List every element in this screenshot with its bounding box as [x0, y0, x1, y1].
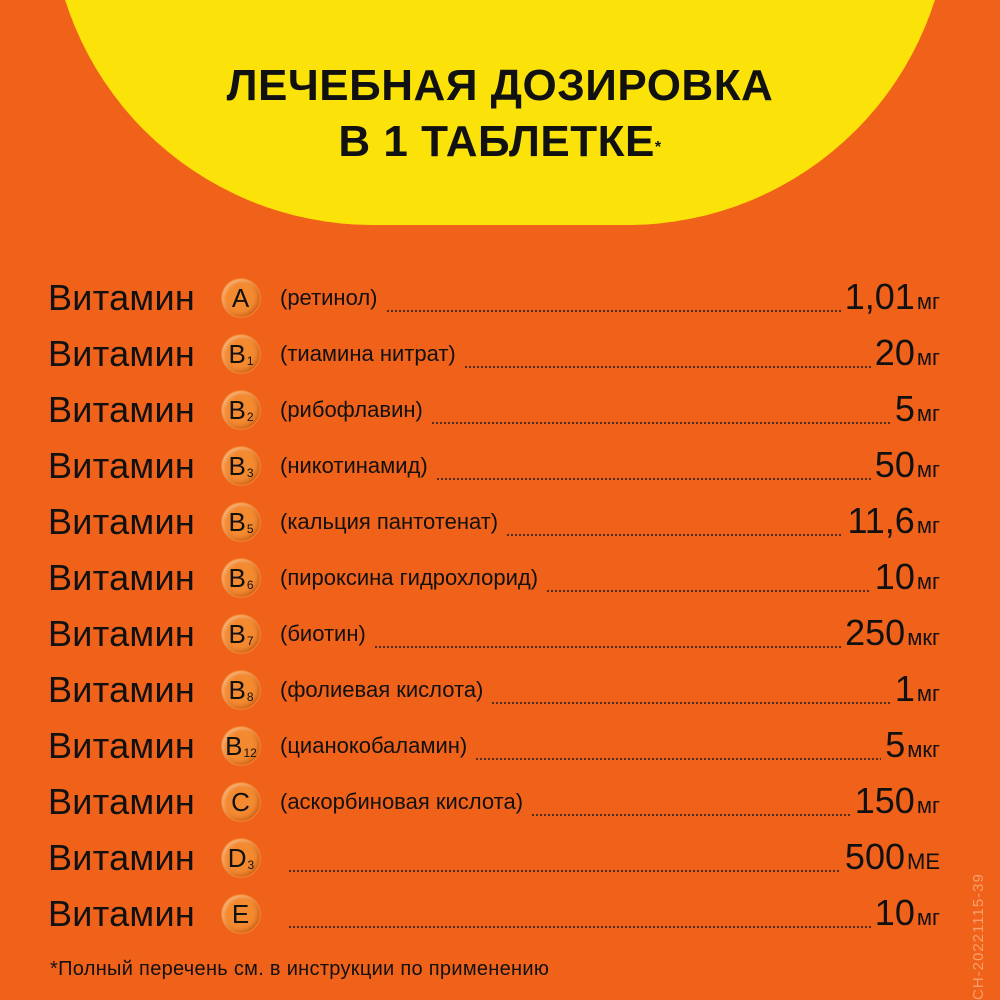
- vitamin-subscript: 3: [247, 858, 255, 872]
- vitamin-subscript: 2: [246, 410, 254, 424]
- vitamin-dose: [895, 388, 940, 430]
- title-line-1: ЛЕЧЕБНАЯ ДОЗИРОВКА: [226, 61, 774, 110]
- vitamin-row: [48, 886, 940, 942]
- vitamin-compound: (фолиевая кислота): [280, 677, 484, 702]
- dose-value: 5: [885, 724, 906, 765]
- vitamin-dose: [875, 332, 940, 374]
- vitamin-letter: A: [231, 282, 250, 313]
- vitamin-row: [48, 494, 940, 550]
- vitamin-row: [48, 550, 940, 606]
- vitamin-row: [48, 718, 940, 774]
- vitamin-dose: [845, 836, 940, 878]
- vitamin-row: [48, 662, 940, 718]
- vitamin-word: Витамин: [48, 781, 196, 822]
- dose-unit: мкг: [907, 737, 940, 762]
- vitamin-row: [48, 326, 940, 382]
- vitamin-letter-badge: [222, 727, 260, 765]
- vitamin-subscript: 7: [246, 634, 254, 648]
- dose-unit: мг: [916, 569, 940, 594]
- vitamin-letter-badge: [222, 559, 260, 597]
- dose-value: 5: [894, 388, 915, 429]
- vitamin-letter: B: [225, 730, 243, 761]
- dose-value: 1,01: [844, 276, 915, 317]
- vitamin-subscript: 6: [246, 578, 254, 592]
- dot-leader: [374, 646, 841, 648]
- vitamin-letter: E: [231, 898, 250, 929]
- vitamin-row: [48, 270, 940, 326]
- vitamin-row: [48, 774, 940, 830]
- vitamin-dose: [855, 780, 940, 822]
- title-line-2-wrap: [0, 114, 1000, 170]
- title-footnote-mark: *: [654, 139, 662, 156]
- vitamin-compound: (пироксина гидрохлорид): [280, 565, 539, 590]
- vitamin-letter: B: [228, 394, 246, 425]
- vitamin-letter: D: [227, 842, 247, 873]
- vitamin-compound: (тиамина нитрат): [280, 341, 456, 366]
- vitamin-word: Витамин: [48, 669, 196, 710]
- dose-unit: мг: [916, 457, 940, 482]
- vitamin-row: [48, 382, 940, 438]
- vitamin-letter-badge: [222, 447, 260, 485]
- vitamin-word: Витамин: [48, 445, 196, 486]
- vitamin-compound: (цианокобаламин): [280, 733, 468, 758]
- dose-unit: мг: [916, 513, 940, 538]
- dose-value: 20: [874, 332, 915, 373]
- registration-code: CH-20221115-39: [970, 873, 987, 1000]
- vitamin-compound: (биотин): [280, 621, 366, 646]
- dose-unit: мг: [916, 401, 940, 426]
- dose-value: 250: [845, 612, 906, 653]
- vitamin-letter-badge: [222, 503, 260, 541]
- dot-leader: [288, 870, 841, 872]
- vitamin-subscript: 1: [246, 354, 254, 368]
- vitamin-letter-badge: [222, 391, 260, 429]
- vitamin-letter: B: [228, 674, 246, 705]
- vitamin-dose: [885, 724, 940, 766]
- vitamin-dose: [845, 276, 940, 318]
- vitamin-row: [48, 606, 940, 662]
- vitamin-dose: [875, 444, 940, 486]
- dot-leader: [491, 702, 890, 704]
- dot-leader: [464, 366, 871, 368]
- dot-leader: [506, 534, 843, 536]
- vitamin-letter: B: [228, 450, 246, 481]
- vitamin-list: [48, 270, 940, 942]
- vitamin-letter-badge: [222, 335, 260, 373]
- vitamin-letter: B: [228, 338, 246, 369]
- vitamin-subscript: 12: [243, 746, 257, 760]
- dose-value: 1: [894, 668, 915, 709]
- footnote: *Полный перечень см. в инструкции по применению: [50, 958, 550, 980]
- vitamin-letter-badge: [222, 615, 260, 653]
- dose-value: 10: [874, 892, 915, 933]
- dot-leader: [431, 422, 891, 424]
- vitamin-word: Витамин: [48, 501, 196, 542]
- dose-value: 500: [844, 836, 905, 877]
- vitamin-dose: [875, 556, 940, 598]
- vitamin-letter: C: [231, 786, 250, 817]
- vitamin-word: Витамин: [48, 837, 196, 878]
- vitamin-letter-badge: [222, 671, 260, 709]
- vitamin-letter: B: [228, 506, 246, 537]
- vitamin-word: Витамин: [48, 277, 196, 318]
- page-title: [0, 58, 1000, 170]
- vitamin-subscript: 8: [246, 690, 254, 704]
- vitamin-row: [48, 830, 940, 886]
- vitamin-dose: [875, 892, 940, 934]
- vitamin-word: Витамин: [48, 333, 196, 374]
- dot-leader: [531, 814, 851, 816]
- dot-leader: [288, 926, 871, 928]
- vitamin-letter-badge: [222, 279, 260, 317]
- vitamin-letter-badge: [222, 895, 260, 933]
- dot-leader: [546, 590, 871, 592]
- vitamin-letter: B: [228, 618, 246, 649]
- vitamin-compound: (аскорбиновая кислота): [280, 789, 524, 814]
- vitamin-subscript: 3: [246, 466, 254, 480]
- vitamin-word: Витамин: [48, 389, 196, 430]
- dose-unit: мг: [916, 905, 940, 930]
- vitamin-word: Витамин: [48, 725, 196, 766]
- dose-value: 50: [874, 444, 915, 485]
- dot-leader: [475, 758, 881, 760]
- vitamin-compound: (ретинол): [280, 285, 378, 310]
- vitamin-dose: [847, 500, 940, 542]
- dose-value: 150: [854, 780, 915, 821]
- vitamin-dose: [845, 612, 940, 654]
- dose-unit: мг: [916, 793, 940, 818]
- vitamin-letter: B: [228, 562, 246, 593]
- vitamin-compound: (никотинамид): [280, 453, 428, 478]
- vitamin-word: Витамин: [48, 557, 196, 598]
- vitamin-row: [48, 438, 940, 494]
- dose-unit: МЕ: [907, 849, 940, 874]
- vitamin-subscript: 5: [246, 522, 254, 536]
- dose-unit: мг: [916, 289, 940, 314]
- title-line-2: В 1 ТАБЛЕТКЕ: [338, 117, 655, 166]
- vitamin-word: Витамин: [48, 613, 196, 654]
- vitamin-dose: [895, 668, 940, 710]
- dose-unit: мг: [916, 345, 940, 370]
- dose-unit: мг: [916, 681, 940, 706]
- dose-value: 10: [874, 556, 915, 597]
- dose-value: 11,6: [847, 500, 915, 541]
- dot-leader: [386, 310, 841, 312]
- vitamin-compound: (кальция пантотенат): [280, 509, 499, 534]
- dot-leader: [436, 478, 871, 480]
- dose-unit: мкг: [907, 625, 940, 650]
- vitamin-letter-badge: [222, 783, 260, 821]
- vitamin-letter-badge: [222, 839, 260, 877]
- vitamin-word: Витамин: [48, 893, 196, 934]
- vitamin-compound: (рибофлавин): [280, 397, 423, 422]
